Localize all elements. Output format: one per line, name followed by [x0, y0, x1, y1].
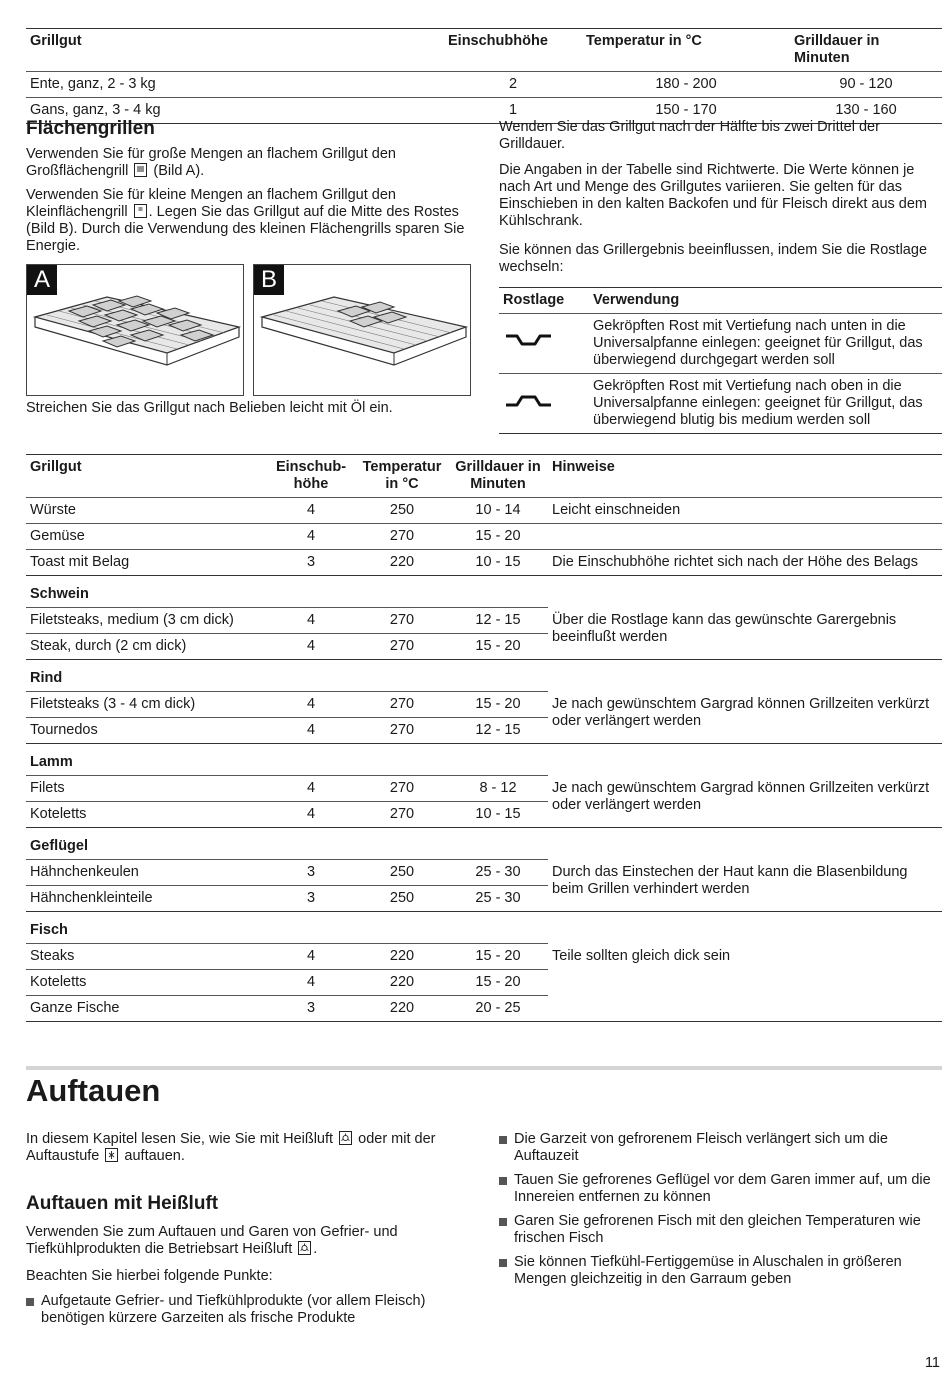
paragraph-text: Verwenden Sie für kleine Mengen an flachem Grillgut den Kleinflächengrill: [26, 187, 396, 220]
cell-einschubhoehe: 4: [266, 498, 356, 524]
group-title: Fisch: [26, 912, 548, 944]
paragraph: Die Angaben in der Tabelle sind Richtwerte. Die Werte können je nach Art und Menge des Grillgutes variieren. Sie gelten für das Einschieben in den kalten Backofen und für Fleisch direkt aus dem Kühlschrank.: [499, 162, 927, 229]
group-header-row: [26, 660, 942, 692]
group-header-row: [26, 576, 942, 608]
main-grill-table: [26, 454, 942, 1022]
cell-grillgut: Ente, ganz, 2 - 3 kg: [30, 76, 156, 92]
col-header-grilldauer: Grilldauer in Minuten: [448, 455, 548, 498]
group-title: Schwein: [26, 576, 548, 608]
paragraph-text: oder mit der Auftaustufe: [26, 1131, 436, 1164]
grill-rack-small-illustration: [254, 265, 470, 395]
col-header-grilldauer: Grilldauer in Minuten: [794, 33, 880, 66]
rostlage-header-row: [499, 288, 942, 314]
col-header-temperatur: Temperatur in °C: [356, 455, 448, 498]
cell-einschubhoehe: 4: [266, 692, 356, 718]
cell-temperatur: 180 - 200: [655, 76, 717, 92]
auftauen-right-column: [499, 1131, 942, 1295]
bullet-square-icon: [26, 1298, 34, 1306]
list-item: [499, 1131, 942, 1165]
cell-hinweise: Durch das Einstechen der Haut kann die Blasenbildung beim Grillen verhindert werden: [548, 860, 942, 912]
cell-grilldauer: 25 - 30: [448, 860, 548, 886]
cell-grillgut: Ganze Fische: [26, 996, 266, 1022]
cell-grillgut: Steak, durch (2 cm dick): [26, 634, 266, 660]
cell-temperatur: 270: [356, 634, 448, 660]
rack-position-cell: [499, 374, 589, 434]
table-row: [499, 374, 942, 434]
cell-hinweise: Über die Rostlage kann das gewünschte Garergebnis beeinflußt werden: [548, 608, 942, 660]
cell-einschubhoehe: 4: [266, 776, 356, 802]
cell-grilldauer: 8 - 12: [448, 776, 548, 802]
cell-einschubhoehe: 2: [508, 76, 518, 92]
cell-grilldauer: 12 - 15: [448, 718, 548, 744]
bullet-list: [26, 1293, 471, 1327]
col-header-grillgut: Grillgut: [26, 455, 266, 498]
cell-einschubhoehe: 3: [266, 886, 356, 912]
cell-grilldauer: 25 - 30: [448, 886, 548, 912]
cell-temperatur: 150 - 170: [655, 102, 717, 118]
cell-grillgut: Gemüse: [26, 524, 266, 550]
cell-grilldauer: 10 - 15: [448, 802, 548, 828]
figure-caption: Streichen Sie das Grillgut nach Belieben leicht mit Öl ein.: [26, 400, 393, 416]
section-title: Flächengrillen: [26, 118, 155, 139]
table-row: [26, 72, 942, 98]
table-row: [26, 524, 942, 550]
list-item-text: Tauen Sie gefrorenes Geflügel vor dem Garen immer auf, um die Innereien entfernen zu können: [514, 1172, 931, 1205]
list-item-text: Aufgetaute Gefrier- und Tiefkühlprodukte (vor allem Fleisch) benötigen kürzere Garzeiten als frische Produkte: [41, 1293, 426, 1326]
table-row: [26, 860, 942, 886]
large-grill-icon: [134, 163, 147, 177]
cell-temperatur: 270: [356, 718, 448, 744]
top-grill-table: [26, 28, 942, 124]
page-number: 11: [924, 1355, 940, 1371]
table-row: [26, 692, 942, 718]
col-header-einschubhoehe: Einschubhöhe: [448, 33, 548, 49]
cell-grillgut: Tournedos: [26, 718, 266, 744]
col-header-rostlage: Rostlage: [503, 292, 565, 308]
cell-grilldauer: 10 - 15: [448, 550, 548, 576]
paragraph-text: In diesem Kapitel lesen Sie, wie Sie mit Heißluft: [26, 1131, 334, 1147]
table-row: [26, 776, 942, 802]
cell-grilldauer: 90 - 120: [839, 76, 893, 92]
rack-up-icon: [503, 393, 553, 409]
hot-air-icon: [339, 1131, 352, 1145]
chapter-divider: [26, 1066, 942, 1070]
cell-temperatur: 250: [356, 886, 448, 912]
col-header-temperatur: Temperatur in °C: [586, 33, 702, 49]
cell-grillgut: Hähnchenkeulen: [26, 860, 266, 886]
flaechengrillen-section: [26, 118, 466, 262]
cell-grillgut: Koteletts: [26, 970, 266, 996]
cell-einschubhoehe: 3: [266, 550, 356, 576]
main-table-header-row: [26, 455, 942, 498]
cell-hinweise: Die Einschubhöhe richtet sich nach der Höhe des Belags: [548, 550, 942, 576]
hot-air-icon: [298, 1241, 311, 1255]
cell-grillgut: Filets: [26, 776, 266, 802]
grill-rack-large-illustration: [27, 265, 243, 395]
paragraph-text: (Bild A).: [153, 163, 205, 179]
list-item: [499, 1254, 942, 1288]
bullet-square-icon: [499, 1136, 507, 1144]
cell-hinweise: Leicht einschneiden: [548, 498, 942, 524]
col-header-einschubhoehe: Einschub-höhe: [266, 455, 356, 498]
cell-hinweise: Je nach gewünschtem Gargrad können Grillzeiten verkürzt oder verlängert werden: [548, 692, 942, 744]
cell-einschubhoehe: 1: [508, 102, 518, 118]
col-header-grillgut: Grillgut: [30, 33, 82, 49]
col-header-verwendung: Verwendung: [593, 292, 680, 308]
paragraph: Sie können das Grillergebnis beeinflussen, indem Sie die Rostlage wechseln:: [499, 242, 928, 275]
figure-label-b: B: [254, 265, 284, 295]
cell-temperatur: 250: [356, 498, 448, 524]
group-title: Geflügel: [26, 828, 548, 860]
cell-einschubhoehe: 4: [266, 802, 356, 828]
list-item-text: Garen Sie gefrorenen Fisch mit den gleichen Temperaturen wie frischen Fisch: [514, 1213, 921, 1246]
cell-temperatur: 220: [356, 996, 448, 1022]
table-row: [26, 944, 942, 970]
list-item-text: Die Garzeit von gefrorenem Fleisch verlängert sich um die Auftauzeit: [514, 1131, 888, 1164]
paragraph-text: Verwenden Sie zum Auftauen und Garen von Gefrier- und Tiefkühlprodukten die Betriebsart Heißluft: [26, 1224, 398, 1257]
paragraph: [26, 146, 466, 180]
cell-hinweise: Teile sollten gleich dick sein: [548, 944, 942, 1022]
cell-temperatur: 270: [356, 692, 448, 718]
chapter-title: Auftauen: [26, 1073, 161, 1108]
cell-grilldauer: 10 - 14: [448, 498, 548, 524]
cell-verwendung: Gekröpften Rost mit Vertiefung nach oben in die Universalpfanne einlegen: geeignet für Grillgut, das überwiegend blutig bis medium werden soll: [593, 378, 923, 428]
cell-grillgut: Koteletts: [26, 802, 266, 828]
top-table-header-row: [26, 29, 942, 72]
figure-b-small-grill: [253, 264, 471, 396]
col-header-hinweise: Hinweise: [548, 455, 942, 498]
cell-temperatur: 270: [356, 776, 448, 802]
cell-grilldauer: 130 - 160: [835, 102, 897, 118]
cell-grillgut: Würste: [26, 498, 266, 524]
paragraph-text: . Legen Sie das Grillgut auf die Mitte des Rostes (Bild B). Durch die Verwendung des kleinen Flächengrills sparen Sie Energie.: [26, 204, 465, 254]
figure-a-large-grill: [26, 264, 244, 396]
right-column-text: [499, 119, 942, 283]
section-title: Auftauen mit Heißluft: [26, 1193, 219, 1214]
cell-temperatur: 270: [356, 524, 448, 550]
paragraph-text: .: [313, 1241, 318, 1257]
cell-grilldauer: 15 - 20: [448, 634, 548, 660]
group-header-row: [26, 912, 942, 944]
defrost-icon: [105, 1148, 118, 1162]
cell-temperatur: 220: [356, 970, 448, 996]
table-row: [26, 498, 942, 524]
cell-grillgut: Hähnchenkleinteile: [26, 886, 266, 912]
group-header-row: [26, 744, 942, 776]
table-row: [499, 314, 942, 374]
cell-einschubhoehe: 4: [266, 608, 356, 634]
table-row: [26, 550, 942, 576]
cell-grilldauer: 15 - 20: [448, 944, 548, 970]
group-title-spacer: [548, 744, 942, 776]
paragraph: [26, 1131, 471, 1165]
list-item: [499, 1213, 942, 1247]
paragraph: [26, 187, 466, 255]
cell-grillgut: Toast mit Belag: [26, 550, 266, 576]
cell-hinweise: [548, 524, 942, 550]
table-row: [26, 608, 942, 634]
group-title-spacer: [548, 660, 942, 692]
cell-grillgut: Steaks: [26, 944, 266, 970]
cell-einschubhoehe: 4: [266, 970, 356, 996]
rack-down-icon: [503, 333, 553, 349]
cell-einschubhoehe: 3: [266, 996, 356, 1022]
main-table-body: [26, 498, 942, 1022]
cell-grillgut: Gans, ganz, 3 - 4 kg: [30, 102, 161, 118]
bullet-square-icon: [499, 1218, 507, 1226]
group-title: Lamm: [26, 744, 548, 776]
group-title-spacer: [548, 828, 942, 860]
paragraph-text: auftauen.: [124, 1148, 185, 1164]
rostlage-table: [499, 287, 942, 434]
figure-label-a: A: [27, 265, 57, 295]
bullet-square-icon: [499, 1259, 507, 1267]
cell-temperatur: 270: [356, 802, 448, 828]
bullet-square-icon: [499, 1177, 507, 1185]
cell-temperatur: 250: [356, 860, 448, 886]
cell-grillgut: Filetsteaks, medium (3 cm dick): [26, 608, 266, 634]
paragraph-text: Verwenden Sie für große Mengen an flachem Grillgut den Großflächengrill: [26, 146, 396, 179]
cell-einschubhoehe: 3: [266, 860, 356, 886]
cell-temperatur: 220: [356, 944, 448, 970]
cell-hinweise: Je nach gewünschtem Gargrad können Grillzeiten verkürzt oder verlängert werden: [548, 776, 942, 828]
list-item: [499, 1172, 942, 1206]
cell-grillgut: Filetsteaks (3 - 4 cm dick): [26, 692, 266, 718]
group-title-spacer: [548, 912, 942, 944]
cell-grilldauer: 12 - 15: [448, 608, 548, 634]
cell-verwendung: Gekröpften Rost mit Vertiefung nach unten in die Universalpfanne einlegen: geeignet für Grillgut, das überwiegend durchgegart werden soll: [593, 318, 923, 368]
list-item: [26, 1293, 471, 1327]
list-item-text: Sie können Tiefkühl-Fertiggemüse in Aluschalen in größeren Mengen gleichzeitig in den Garraum geben: [514, 1254, 902, 1287]
rack-position-cell: [499, 314, 589, 374]
paragraph: Beachten Sie hierbei folgende Punkte:: [26, 1268, 273, 1284]
auftauen-left-column: [26, 1131, 471, 1333]
group-title: Rind: [26, 660, 548, 692]
small-grill-icon: [134, 204, 147, 218]
cell-einschubhoehe: 4: [266, 718, 356, 744]
cell-einschubhoehe: 4: [266, 634, 356, 660]
cell-temperatur: 270: [356, 608, 448, 634]
cell-grilldauer: 20 - 25: [448, 996, 548, 1022]
cell-grilldauer: 15 - 20: [448, 692, 548, 718]
cell-grilldauer: 15 - 20: [448, 524, 548, 550]
group-title-spacer: [548, 576, 942, 608]
group-header-row: [26, 828, 942, 860]
cell-einschubhoehe: 4: [266, 944, 356, 970]
cell-temperatur: 220: [356, 550, 448, 576]
paragraph: Wenden Sie das Grillgut nach der Hälfte bis zwei Drittel der Grilldauer.: [499, 119, 880, 152]
paragraph: [26, 1224, 471, 1258]
cell-grilldauer: 15 - 20: [448, 970, 548, 996]
cell-einschubhoehe: 4: [266, 524, 356, 550]
